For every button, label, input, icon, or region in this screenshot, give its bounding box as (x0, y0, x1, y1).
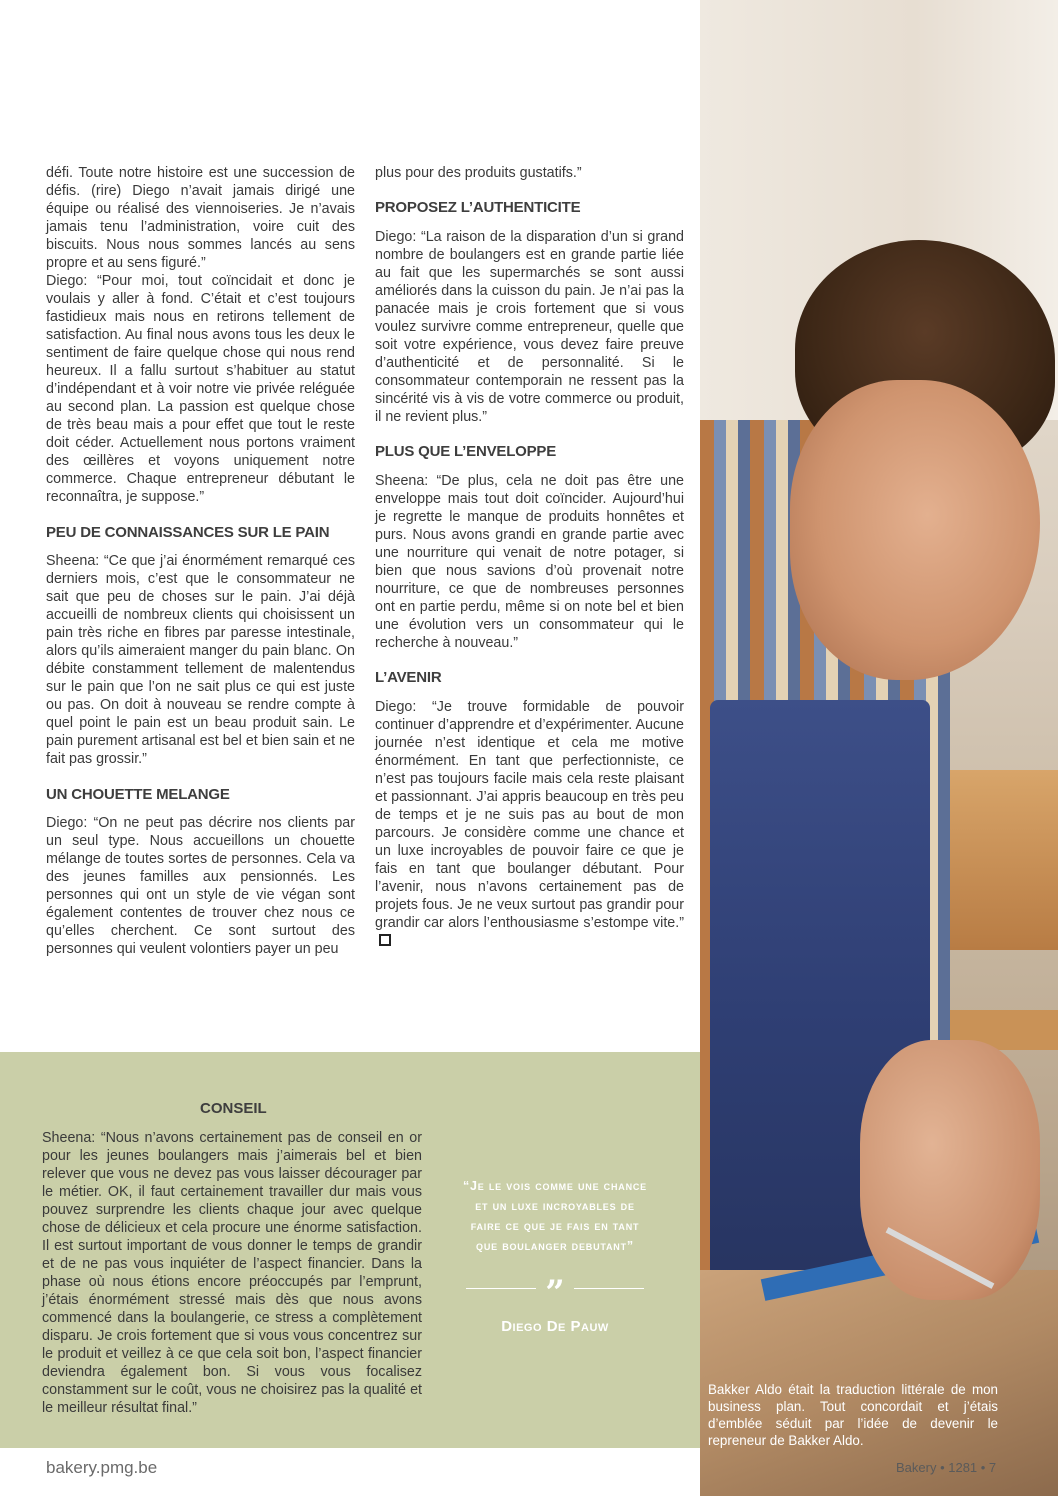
conseil-text: Sheena: “Nous n’avons certainement pas de conseil en or pour les jeunes boulangers mais j’aimerais bel et bien relever que vous ne devez pas vous laisser décourager par le métier. OK, il faut certainement travailler dur mais vous pouvez surprendre les clients chaque jour avec quelque chose de délicieux et cela procure une énorme satisfaction. Il est surtout important de vous donner le temps de grandir et de ne pas vous inquiéter de l’aspect financier. Dans la phase où nous étions encore préoccupés par l’emprunt, j’étais énormément stressé mais dès que nous avons commencé dans la boulangerie, ce stress a complètement disparu. Je crois fortement que si vous vous concentrez sur le produit et veillez à ce que cela soit bon, l’aspect financier deviendra également bon. Si vous vous focalisez constamment sur le coût, vous ne choisirez pas la qualité et le meilleur résultat final.” (42, 1130, 422, 1416)
pull-quote: “Je le vois comme une chance et un luxe incroyables de faire ce que je fais en tant que boulanger debutant” (463, 1179, 647, 1253)
end-square-icon (379, 934, 391, 946)
photo-face (790, 380, 1040, 680)
conseil-title: CONSEIL (200, 1100, 267, 1117)
paragraph: Sheena: “De plus, cela ne doit pas être une enveloppe mais tout doit coïncider. Aujourd’hui je regrette le manque de produits honnêtes et purs. Nous avons grandi en grande partie avec une nourriture qui venait de notre potager, si bien que nous savions d’où provenait notre nourriture, ce que de nombreuses personnes ont en partie perdu, même si on note bel et bien une évolution vers un consommateur qui le recherche à nouveau.” (375, 473, 684, 651)
paragraph: défi. Toute notre histoire est une succession de défis. (rire) Diego n’avait jamais dirigé une équipe ou réalisé des viennoiseries. Je n’avais jamais tenu l’administration, voire cuit des biscuits. Nous nous sommes lancés au sens propre et au sens figuré.” (46, 165, 355, 271)
footer-page-number: Bakery • 1281 • 7 (896, 1460, 997, 1475)
paragraph: Diego: “Pour moi, tout coïncidait et donc je voulais y aller à fond. C’était et c’est toujours fastidieux mais nous en retirons tellement de satisfaction. Au final nous avons tous les deux le sentiment de faire quelque chose qui nous rend heureux. Il a fallu surtout s’habituer au statut d’indépendant et à voir notre vie privée reléguée au second plan. La passion est quelque chose de très beau mais a pour effet que tout le reste doit céder. Actuellement nous portons vraiment des œillères et voyons uniquement notre commerce. Chaque entrepreneur débutant le reconnaîtra, je suppose.” (46, 273, 355, 505)
quote-author: Diego De Pauw (501, 1318, 609, 1335)
section-heading: UN CHOUETTE MELANGE (46, 786, 230, 803)
footer-url: bakery.pmg.be (46, 1458, 158, 1477)
baker-photo (700, 0, 1058, 1496)
photo-caption: Bakker Aldo était la traduction littérale de mon business plan. Tout concordait et j’étais d’emblée séduit par l’idée de devenir le repreneur de Bakker Aldo. (708, 1382, 998, 1449)
left-column (46, 164, 355, 958)
paragraph: Diego: “On ne peut pas décrire nos clients par un seul type. Nous accueillons un chouette mélange de toutes sortes de personnes. Cela va des jeunes familles aux pensionnés. Les personnes qui ont un style de vie végan sont également contentes de trouver chez nous ce qu’elles cherchent. Ce sont surtout des personnes qui veulent volontiers payer un peu (46, 815, 355, 957)
paragraph-text: Diego: “Je trouve formidable de pouvoir continuer d’apprendre et d’expérimenter. Aucune journée n’est identique et cela me motive énormément. En tant que perfectionniste, ce n’est pas toujours facile mais cela reste plaisant et passionnant. J’ai appris beaucoup en très peu de temps et je ne suis pas au bout de mon parcours. Je considère comme une chance et un luxe incroyables de pouvoir faire ce que je fais en tant que boulanger débutant. Pour l’avenir, nous n’avons certainement pas de projets fous. Je ne veux surtout pas grandir pour grandir car alors l’enthousiasme s’estompe vite.” (375, 699, 684, 931)
paragraph: plus pour des produits gustatifs.” (375, 165, 582, 181)
right-column (375, 164, 684, 950)
paragraph: Diego: “La raison de la disparation d’un si grand nombre de boulangers est en grande partie liée au fait que les supermarchés se sont aussi améliorés dans la cuisson du pain. Je n’ai pas la panacée mais je crois fortement que si vous voulez survivre comme entrepreneur, quelle que soit votre expérience, vous devez faire preuve d’authenticité et de personnalité. Si le consommateur contemporain ne ressent pas la sincérité vis à vis de votre commerce ou produit, il ne revient plus.” (375, 229, 684, 425)
paragraph: Sheena: “Ce que j’ai énormément remarqué ces derniers mois, c’est que le consommateur ne sait que peu de choses sur le pain. J’ai déjà accueilli de nombreux clients qui choisissent un pain très riche en fibres par paresse intestinale, alors qu’ils aimeraient manger du pain blanc. On débite constamment tellement de malentendus sur le pain que l’on ne sait plus ce qui est juste ou pas. On doit à nouveau se rendre compte à quel point le pain est un beau produit sain. Le pain purement artisanal est bel et bien sain et ne fait pas grossir.” (46, 553, 355, 767)
paragraph (375, 698, 684, 950)
section-heading: L’AVENIR (375, 669, 442, 686)
quote-mark-icon: ” (536, 1276, 574, 1302)
section-heading: PEU DE CONNAISSANCES SUR LE PAIN (46, 524, 330, 541)
section-heading: PLUS QUE L’ENVELOPPE (375, 443, 557, 460)
conseil-box (0, 1052, 700, 1448)
section-heading: PROPOSEZ L’AUTHENTICITE (375, 199, 581, 216)
